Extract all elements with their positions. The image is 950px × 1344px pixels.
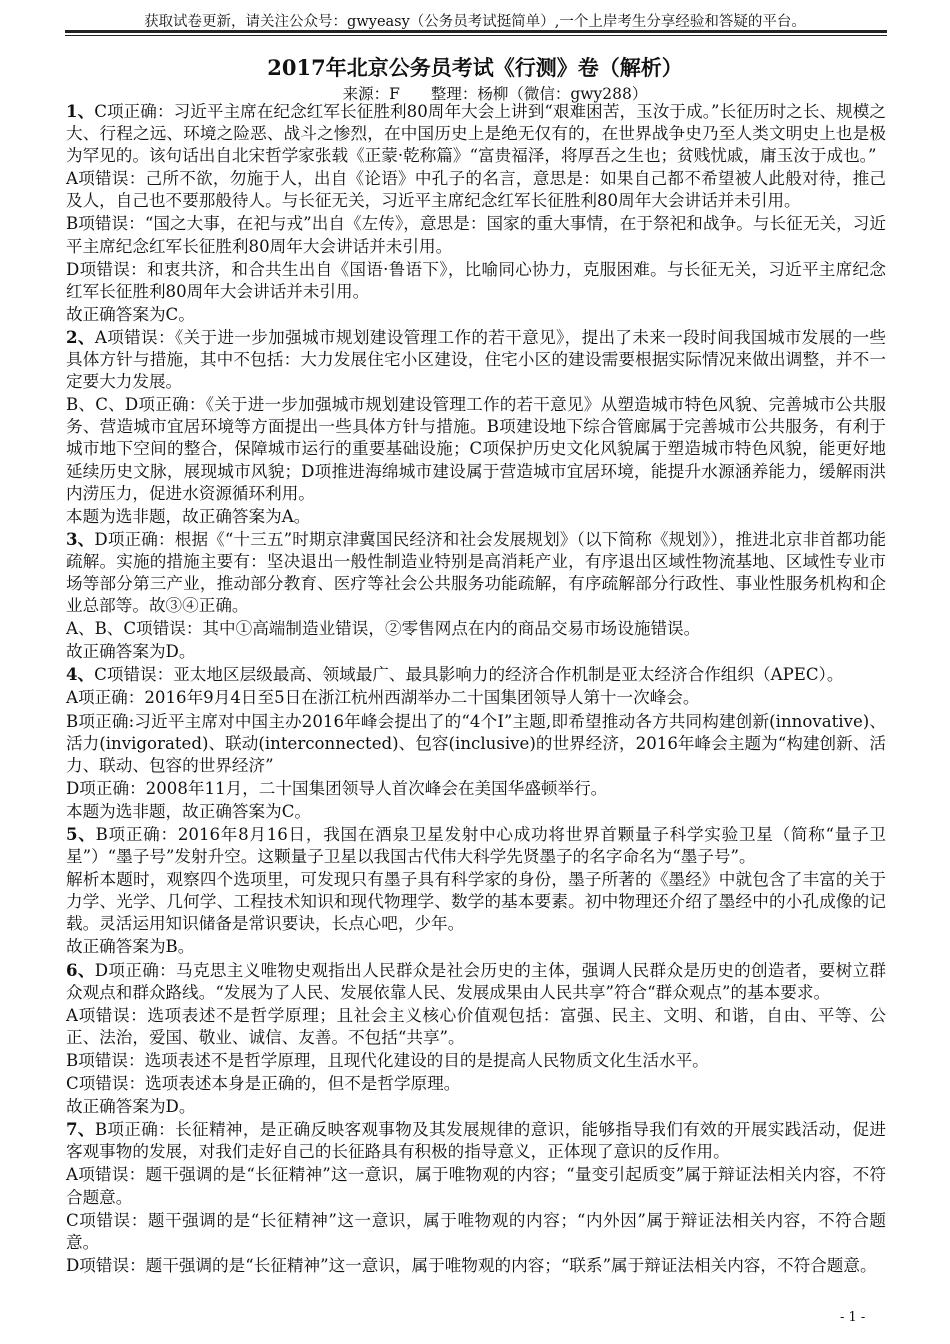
paragraph-text: 本题为选非题，故正确答案为A。: [66, 506, 311, 526]
question-number: 1、: [66, 101, 95, 121]
paragraph-text: 故正确答案为D。: [66, 642, 196, 662]
paragraph: [66, 640, 886, 663]
paragraph: [66, 823, 886, 868]
paragraph: [66, 868, 886, 935]
document-title: 2017年北京公务员考试《行测》卷（解析）: [267, 55, 683, 80]
paragraph: [66, 393, 886, 504]
header-notice: 获取试卷更新，请关注公众号：gwyeasy（公务员考试挺简单）,一个上岸考生分享经验和答疑的平台。: [144, 14, 806, 30]
paragraph-text: C项错误：题干强调的是“长征精神”这一意识，属于唯物观的内容；“内外因”属于辩证法相关内容，不符合题意。: [66, 1210, 886, 1252]
question-number: 4、: [66, 664, 95, 685]
paragraph-text: A项正确：2016年9月4日至5日在浙江杭州西湖举办二十国集团领导人第十一次峰会。: [66, 688, 700, 708]
paragraph-text: A项错误：《关于进一步加强城市规划建设管理工作的若干意见》，提出了未来一段时间我国城市发展的一些具体方针与措施，其中不包括：大力发展住宅小区建设，住宅小区的建设需要根据实际情况来做出调整，并不一定要大力发展。: [66, 327, 887, 392]
question-number: 6、: [66, 959, 95, 980]
paragraph-text: C项错误：选项表述本身是正确的，但不是哲学原理。: [66, 1074, 461, 1094]
paragraph-text: B项正确：长征精神，是正确反映客观事物及其发展规律的意识，能够指导我们有效的开展实践活动，促进客观事物的发展，对我们走好自己的长征路具有积极的指导意义，正体现了意识的反作用。: [66, 1120, 886, 1162]
paragraph-text: A、B、C项错误：其中①高端制造业错误，②零售网点在内的商品交易市场设施错误。: [66, 619, 701, 639]
paragraph: [66, 1254, 886, 1277]
paragraph: [66, 1209, 886, 1254]
question-number: 3、: [66, 528, 95, 549]
paragraph-text: C项正确：习近平主席在纪念红军长征胜利80周年大会上讲到“艰难困苦，玉汝于成。”长征历时之长、规模之大、行程之远、环境之险恶、战斗之惨烈，在中国历史上是绝无仅有的，在世界战争史乃至人类文明史上也是极为罕见的。该句话出自北宋哲学家张载《正蒙·乾称篇》“富贵福泽，将厚吾之生也；贫贱忧戚，庸玉汝于成也。”: [66, 102, 886, 166]
document-body: [66, 100, 886, 1277]
paragraph: [66, 258, 886, 303]
paragraph: [66, 212, 886, 257]
paragraph: [66, 505, 886, 528]
paragraph: [66, 1118, 886, 1163]
source-line: 来源：F 整理：杨柳（微信：gwy288）: [342, 85, 648, 103]
paragraph-text: D项错误：和衷共济，和合共生出自《国语·鲁语下》，比喻同心协力，克服困难。与长征无关，习近平主席纪念红军长征胜利80周年大会讲话并未引用。: [66, 259, 886, 301]
paragraph-text: 故正确答案为D。: [66, 1097, 196, 1117]
paragraph: [66, 1072, 886, 1095]
paragraph: [66, 167, 886, 212]
paragraph-text: B项错误：选项表述不是哲学原理，且现代化建设的目的是提高人民物质文化生活水平。: [66, 1050, 709, 1070]
paragraph: [66, 935, 886, 958]
paragraph: [66, 1049, 886, 1072]
paragraph: [66, 326, 886, 393]
paragraph: [66, 1095, 886, 1118]
paragraph-text: B项正确：2016年8月16日，我国在酒泉卫星发射中心成功将世界首颗量子科学实验卫星（简称“量子卫星”）“墨子号”发射升空。这颗量子卫星以我国古代伟大科学先贤墨子的名字命名为“墨子号”。: [66, 825, 887, 867]
paragraph-text: A项错误：己所不欲，勿施于人，出自《论语》中孔子的名言，意思是：如果自己都不希望被人此般对待，推己及人，自己也不要那般待人。与长征无关，习近平主席纪念红军长征胜利80周年大会讲话并未引用。: [66, 169, 886, 211]
paragraph: [66, 959, 886, 1004]
paragraph: [66, 100, 886, 167]
paragraph-text: D项正确：马克思主义唯物史观指出人民群众是社会历史的主体，强调人民群众是历史的创造者，要树立群众观点和群众路线。“发展为了人民、发展依靠人民、发展成果由人民共享”符合“群众观点”的基本要求。: [66, 960, 886, 1002]
paragraph-text: 解析本题时，观察四个选项里，可发现只有墨子具有科学家的身份，墨子所著的《墨经》中就包含了丰富的关于力学、光学、几何学、工程技术知识和现代物理学、数学的基本要素。初中物理还介绍了墨经中的小孔成像的记载。灵活运用知识储备是常识要诀，长点心吧，少年。: [66, 870, 886, 934]
question-number: 2、: [66, 326, 95, 347]
paragraph-text: B项正确:习近平主席对中国主办2016年峰会提出了的“4个I”主题,即希望推动各方共同构建创新(innovative)、活力(invigorated)、联动(interconnected)、包容(inclusive)的世界经济，2016年峰会主题为“构建创新、活力、联动、包容的世界经济”: [66, 711, 886, 775]
paragraph-text: 本题为选非题，故正确答案为C。: [66, 801, 312, 821]
paragraph-text: C项错误：亚太地区层级最高、领域最广、最具影响力的经济合作机制是亚太经济合作组织（APEC）。: [94, 665, 844, 685]
paragraph: [66, 617, 886, 640]
paragraph-text: 故正确答案为B。: [66, 937, 195, 957]
paragraph: [66, 777, 886, 800]
question-number: 7、: [66, 1119, 95, 1140]
paragraph-text: D项正确：2008年11月，二十国集团领导人首次峰会在美国华盛顿举行。: [66, 778, 608, 798]
paragraph: [66, 528, 886, 617]
header-rule: [65, 30, 887, 33]
paragraph: [66, 710, 886, 777]
paragraph-text: 故正确答案为C。: [66, 304, 195, 324]
page-number: - 1 -: [840, 1310, 866, 1325]
paragraph-text: A项错误：选项表述不是哲学原理；且社会主义核心价值观包括：富强、民主、文明、和谐，自由、平等、公正、法治，爱国、敬业、诚信、友善。不包括“共享”。: [66, 1005, 886, 1047]
paragraph: [66, 663, 886, 686]
paragraph: [66, 1004, 886, 1049]
header-rule-thin: [65, 35, 887, 36]
paragraph: [66, 686, 886, 709]
paragraph: [66, 303, 886, 326]
paragraph-text: D项错误：题干强调的是“长征精神”这一意识，属于唯物观的内容；“联系”属于辩证法相关内容，不符合题意。: [66, 1255, 877, 1275]
paragraph: [66, 800, 886, 823]
paragraph-text: D项正确：根据《“十三五”时期京津冀国民经济和社会发展规划》（以下简称《规划》），推进北京非首都功能疏解。实施的措施主要有：坚决退出一般性制造业特别是高消耗产业，有序退出区域性物流基地、区域性专业市场等部分第三产业，推动部分教育、医疗等社会公共服务功能疏解，有序疏解部分行政性、事业性服务机构和企业总部等。故③④正确。: [66, 529, 887, 616]
paragraph-text: A项错误：题干强调的是“长征精神”这一意识，属于唯物观的内容；“量变引起质变”属于辩证法相关内容，不符合题意。: [66, 1165, 886, 1207]
paragraph-text: B、C、D项正确：《关于进一步加强城市规划建设管理工作的若干意见》从塑造城市特色风貌、完善城市公共服务、营造城市宜居环境等方面提出一些具体方针与措施。B项建设地下综合管廊属于完善城市公共服务，有利于城市地下空间的整合，保障城市运行的重要基础设施；C项保护历史文化风貌属于塑造城市特色风貌，能更好地延续历史文脉，展现城市风貌；D项推进海绵城市建设属于营造城市宜居环境，能提升水源涵养能力，缓解雨洪内涝压力，促进水资源循环利用。: [66, 395, 886, 503]
paragraph-text: B项错误：“国之大事，在祀与戎”出自《左传》，意思是：国家的重大事情，在于祭祀和战争。与长征无关，习近平主席纪念红军长征胜利80周年大会讲话并未引用。: [66, 214, 886, 256]
question-number: 5、: [66, 824, 96, 844]
paragraph: [66, 1163, 886, 1208]
